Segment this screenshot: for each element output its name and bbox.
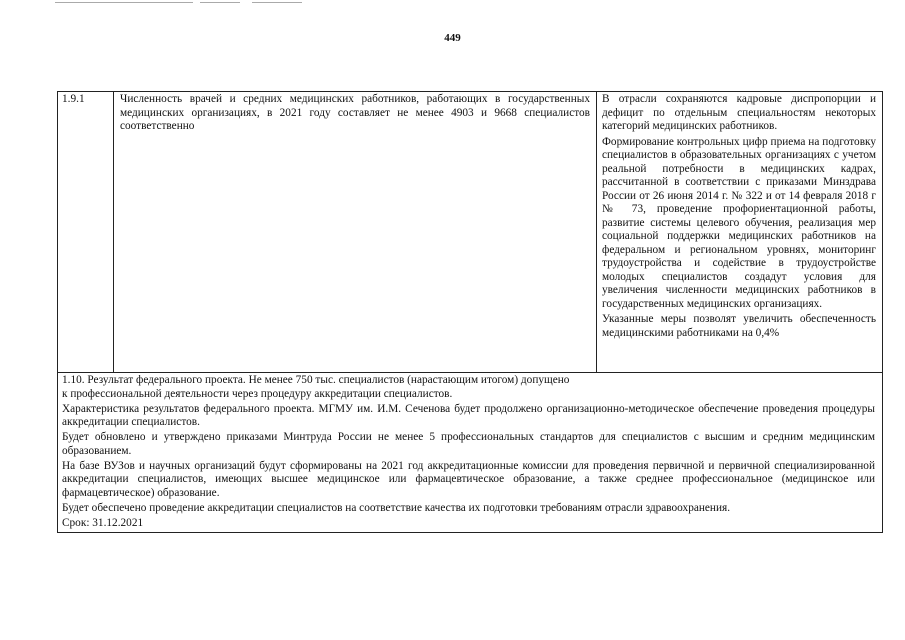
page-number: 449 (444, 32, 461, 44)
notes-cell (597, 92, 883, 373)
result-deadline: Срок: 31.12.2021 (62, 516, 144, 529)
note-paragraph: Указанные меры позволят увеличить обеспеченность медицинскими работниками на 0,4% (602, 313, 876, 339)
header-rule-3 (252, 2, 302, 3)
table-row (58, 92, 883, 373)
result-characteristic: Характеристика результатов федерального проекта. МГМУ им. И.М. Сеченова будет продолжено организационно-методическое обеспечение проведения процедуры аккредитации специалистов. (62, 402, 875, 428)
result-title-line-1: 1.10. Результат федерального проекта. Не менее 750 тыс. специалистов (нарастающим итогом) допущено (62, 374, 570, 386)
table-row (58, 373, 883, 533)
row-number: 1.9.1 (58, 92, 114, 373)
result-standards: Будет обновлено и утверждено приказами Минтруда России не менее 5 профессиональных стандартов для специалистов с высшим и средним медицинским образованием. (62, 431, 875, 457)
result-title (62, 374, 875, 401)
note-paragraph: В отрасли сохраняются кадровые диспропорции и дефицит по отдельным специальностям некоторых категорий медицинских работников. (602, 93, 876, 132)
report-table (57, 91, 883, 533)
note-paragraph: Формирование контрольных цифр приема на подготовку специалистов в образовательных организациях с учетом реальной потребности в медицинских кадрах, рассчитанной в соответствии с приказами Минздрава России от 26 июня 2014 г. № 322 и от 14 февраля 2018 г № 73, проведение профориентационной работы, развитие системы целевого обучения, реализация мер социальной поддержки медицинских работников на федеральном и региональном уровнях, мониторинг трудоустройства и содействие в трудоустройстве молодых специалистов создадут условия для увеличения численности медицинских работников в государственных медицинских организациях. (602, 135, 876, 310)
result-title-line-2: к профессиональной деятельности через процедуру аккредитации специалистов. (62, 387, 453, 400)
header-rule-2 (200, 2, 240, 3)
result-accreditation: Будет обеспечено проведение аккредитации специалистов на соответствие качества их подготовки требованиям отрасли здравоохранения. (62, 501, 731, 514)
indicator-text: Численность врачей и средних медицинских работников, работающих в государственных медицинских организациях, в 2021 году составляет не менее 4903 и 9668 специалистов соответственно (114, 92, 597, 373)
header-rule-1 (55, 2, 193, 3)
result-cell (58, 373, 883, 533)
result-commissions: На базе ВУЗов и научных организаций будут сформированы на 2021 год аккредитационные комиссии для проведения первичной и первичной специализированной аккредитации специалистов, имеющих высшее медицинское или фармацевтическое образование, а также среднее профессиональное (медицинское или фармацевтическое) образование. (62, 459, 875, 499)
